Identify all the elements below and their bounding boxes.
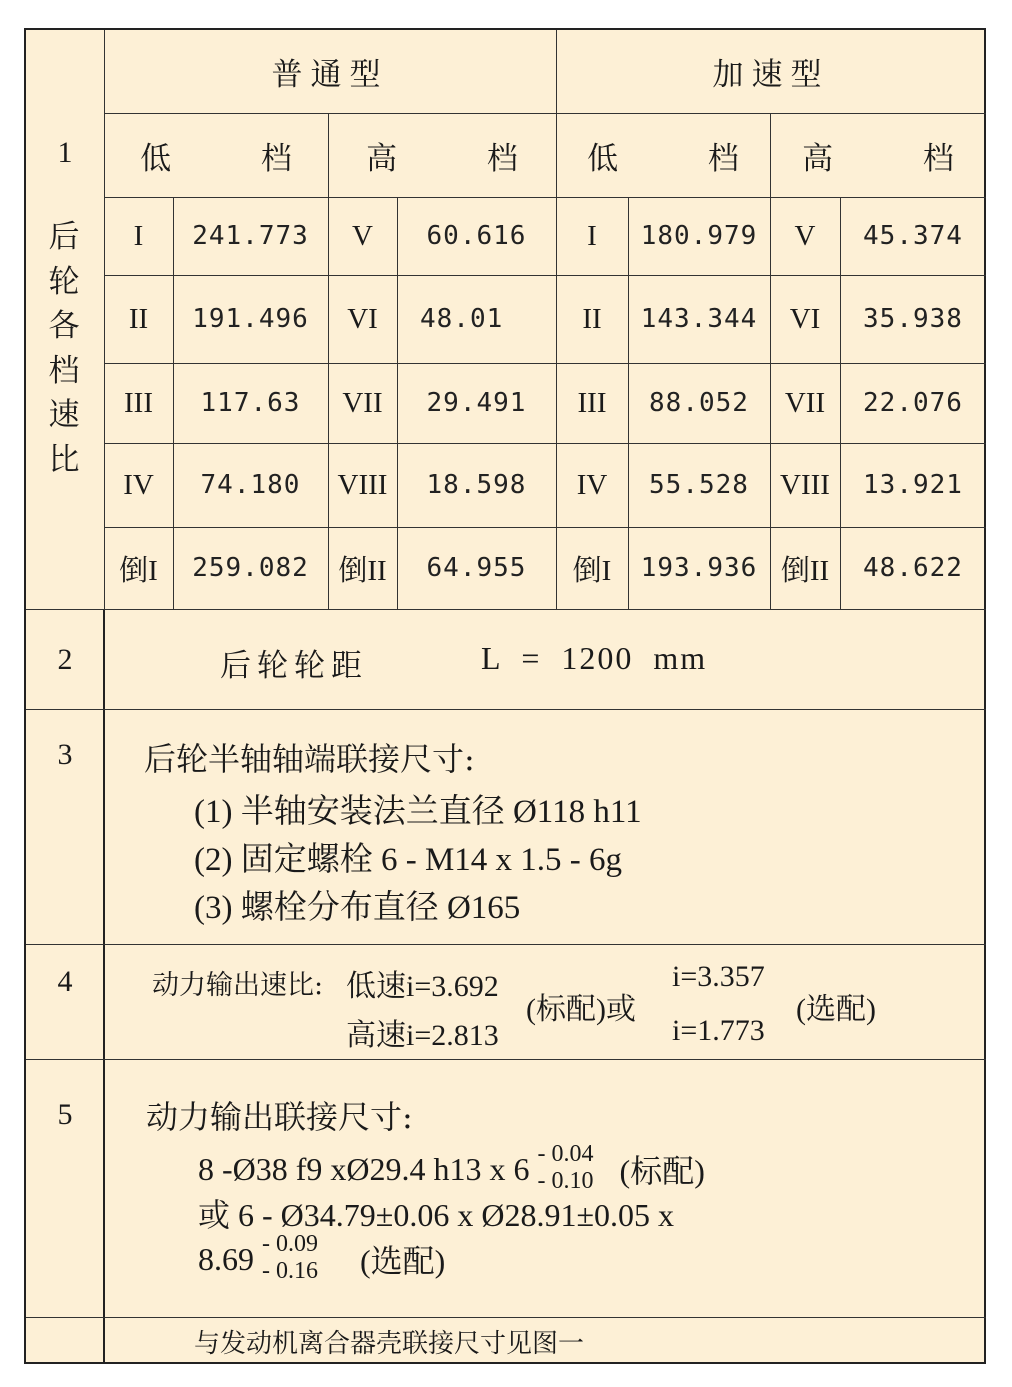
group-header-standard: 普通型: [271, 57, 389, 93]
divider: [26, 944, 986, 945]
gear-ratio: 55.528: [649, 470, 749, 500]
tolerance: [538, 1142, 594, 1196]
gear-label: II: [128, 302, 149, 335]
gear-label: 倒I: [119, 554, 158, 587]
gear-ratio: 241.773: [192, 221, 309, 251]
row-label-char: 各: [48, 308, 80, 344]
pto-option-note: (选配): [796, 993, 876, 1026]
axle-connection-title: 后轮半轴轴端联接尺寸:: [144, 740, 475, 778]
row-label-char: 轮: [48, 263, 80, 300]
gear-label: VII: [342, 386, 383, 419]
row-label-gear-ratios: [44, 215, 84, 482]
gear-label: VI: [789, 302, 821, 335]
gear-ratio: 45.374: [863, 221, 963, 251]
gear-ratio: 143.344: [640, 304, 758, 334]
wheel-track-formula: L = 1200 mm: [481, 640, 708, 676]
gear-ratio: 48.622: [863, 553, 963, 583]
gear-ratio: 117.63: [200, 388, 301, 418]
gear-label: V: [794, 219, 816, 252]
subheader-accelerated-high: 高 档: [802, 140, 994, 177]
gear-label: IV: [576, 468, 608, 501]
row-number-1: 1: [57, 136, 73, 169]
gear-label: III: [124, 386, 153, 419]
pto-option-ratio-1: i=3.357: [672, 960, 765, 993]
subheader-standard-low: 低 档: [140, 140, 332, 177]
pto-option-ratio-2: i=1.773: [672, 1014, 765, 1047]
row-label-char: 档: [48, 352, 80, 389]
subheader-accelerated-low: 低 档: [587, 140, 779, 177]
pto-connection-standard: [198, 1142, 705, 1196]
gear-label: IV: [123, 468, 154, 501]
pto-standard-note: (标配)或: [526, 993, 636, 1026]
gear-ratio: 64.955: [426, 553, 527, 583]
row-label-char: 后: [48, 219, 80, 255]
gear-ratio: 74.180: [200, 470, 301, 500]
gear-ratio: 193.936: [640, 553, 758, 583]
gear-label: 倒I: [572, 554, 612, 587]
gear-ratio: 18.598: [426, 470, 527, 500]
pto-option-note: (选配): [360, 1243, 446, 1279]
pto-standard-spec: 8 -Ø38 f9 xØ29.4 h13 x 6: [198, 1150, 530, 1187]
pto-connection-title: 动力输出联接尺寸:: [146, 1098, 413, 1136]
axle-connection-item-1: (1) 半轴安装法兰直径 Ø118 h11: [194, 794, 642, 830]
gear-ratio: 35.938: [863, 304, 963, 334]
tolerance-upper: - 0.09: [262, 1231, 318, 1257]
gear-label: VII: [784, 386, 826, 419]
wheel-track-label: 后轮轮距: [220, 648, 368, 684]
gear-label: III: [577, 386, 607, 419]
axle-connection-item-2: (2) 固定螺栓 6 - M14 x 1.5 - 6g: [194, 842, 623, 878]
gear-label: V: [352, 219, 373, 252]
row-label-char: 速: [48, 397, 80, 433]
group-header-accelerated: 加速型: [712, 57, 830, 93]
pto-high-speed-ratio: 高速i=2.813: [346, 1019, 499, 1052]
gear-label: VIII: [337, 468, 388, 501]
divider: [26, 709, 986, 710]
gear-label: 倒II: [780, 554, 830, 587]
gear-label: I: [587, 219, 597, 252]
spec-table: [24, 28, 994, 1364]
pto-connection-option: [198, 1232, 445, 1286]
gear-label: 倒II: [338, 554, 387, 587]
gear-label: VIII: [780, 468, 830, 501]
row-number-5: 5: [57, 1098, 73, 1131]
pto-option-spec: 8.69: [198, 1240, 254, 1277]
pto-ratio-label: 动力输出速比:: [152, 970, 324, 1001]
tolerance-lower: - 0.10: [537, 1168, 594, 1194]
gear-label: II: [582, 302, 602, 335]
gear-ratio: 13.921: [863, 470, 963, 500]
gear-ratio: 191.496: [192, 304, 309, 334]
gear-ratio: 259.082: [192, 553, 309, 583]
gear-ratio: 88.052: [649, 388, 749, 418]
row-number-4: 4: [57, 965, 73, 998]
row-label-char: 比: [48, 441, 80, 478]
gear-label: I: [133, 219, 144, 252]
gear-ratio: 180.979: [640, 221, 758, 251]
gear-ratio: 22.076: [863, 388, 963, 418]
gear-label: VI: [347, 302, 378, 335]
subheader-standard-high: 高 档: [366, 140, 558, 177]
row-number-3: 3: [57, 738, 73, 771]
axle-connection-item-3: (3) 螺栓分布直径 Ø165: [194, 890, 521, 926]
divider: [26, 609, 986, 610]
gear-ratio: 29.491: [426, 388, 527, 418]
gear-ratio: 60.616: [426, 221, 527, 251]
divider: [26, 1059, 986, 1060]
footer-note: 与发动机离合器壳联接尺寸见图一: [194, 1329, 585, 1359]
tolerance-lower: - 0.16: [262, 1258, 318, 1284]
pto-low-speed-ratio: 低速i=3.692: [346, 970, 499, 1003]
tolerance-upper: - 0.04: [537, 1141, 594, 1167]
gear-ratio: 48.01: [420, 304, 504, 334]
row-number-2: 2: [57, 643, 73, 676]
divider: [26, 1317, 986, 1318]
tolerance: [262, 1232, 318, 1286]
pto-connection-option-spec: 或 6 - Ø34.79±0.06 x Ø28.91±0.05 x: [198, 1197, 675, 1233]
pto-standard-note: (标配): [619, 1153, 705, 1189]
